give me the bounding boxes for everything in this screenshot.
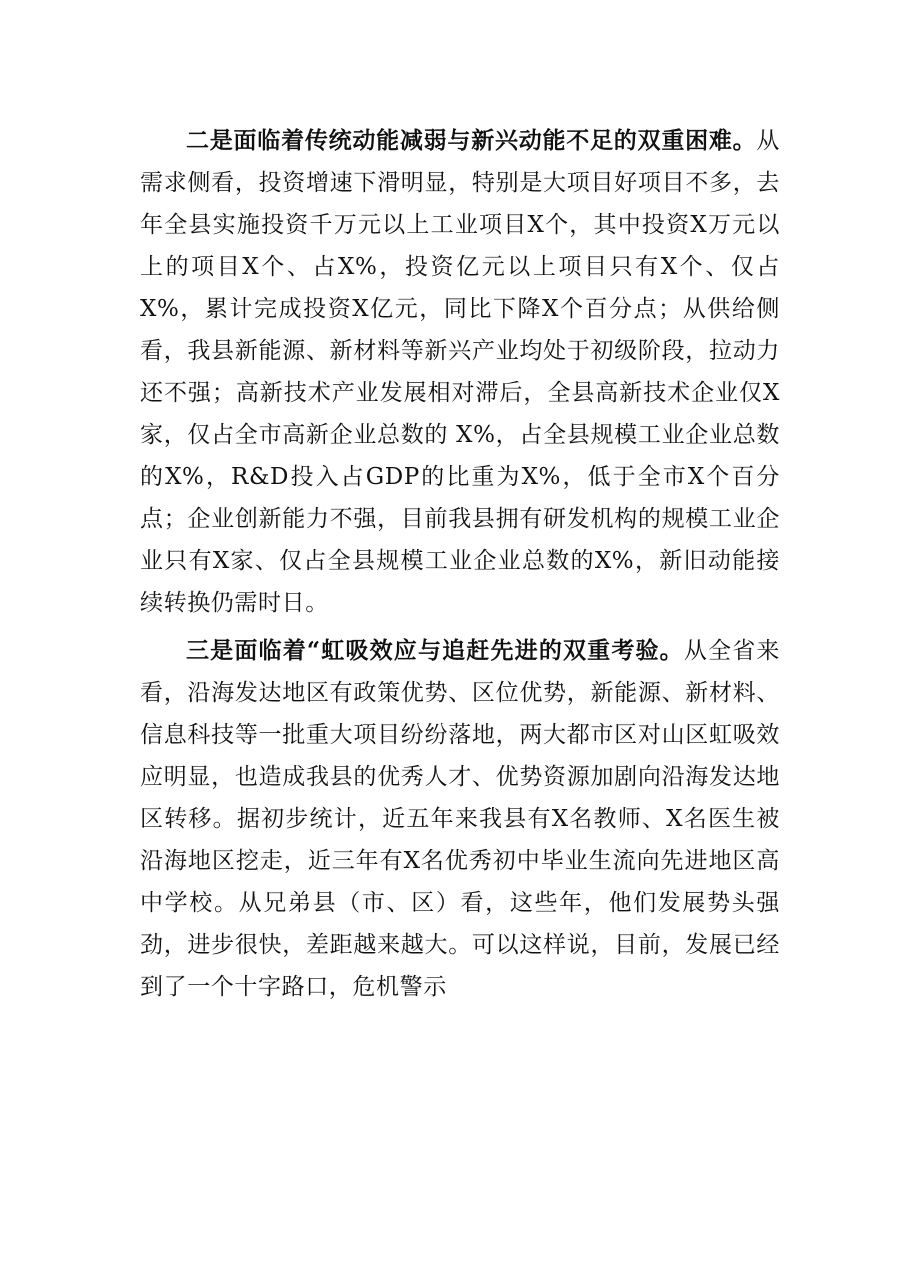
document-page <box>140 120 780 1008</box>
paragraph-heading: 三是面临着“虹吸效应与追赶先进的双重考验。 <box>186 637 684 664</box>
paragraph-heading: 二是面临着传统动能减弱与新兴动能不足的双重困难。 <box>186 127 757 154</box>
paragraph-dual-test <box>140 630 780 1008</box>
paragraph-body: 从需求侧看，投资增速下滑明显，特别是大项目好项目不多，去年全县实施投资千万元以上工业项目X个，其中投资X万元以上的项目X个、占X%，投资亿元以上项目只有X个、仅占X%，累计完成投资X亿元，同比下降X个百分点；从供给侧看，我县新能源、新材料等新兴产业均处于初级阶段，拉动力还不强；高新技术产业发展相对滞后，全县高新技术企业仅X家，仅占全市高新企业总数的 X%，占全县规模工业企业总数的X%，R&D投入占GDP的比重为X%，低于全市X个百分点；企业创新能力不强，目前我县拥有研发机构的规模工业企业只有X家、仅占全县规模工业企业总数的X%，新旧动能接续转换仍需时日。 <box>140 128 780 616</box>
paragraph-dual-difficulty <box>140 120 780 624</box>
paragraph-body: 从全省来看，沿海发达地区有政策优势、区位优势，新能源、新材料、信息科技等一批重大项目纷纷落地，两大都市区对山区虹吸效应明显，也造成我县的优秀人才、优势资源加剧向沿海发达地区转移。据初步统计，近五年来我县有X名教师、X名医生被沿海地区挖走，近三年有X名优秀初中毕业生流向先进地区高中学校。从兄弟县（市、区）看，这些年，他们发展势头强劲，进步很快，差距越来越大。可以这样说，目前，发展已经到了一个十字路口，危机警示 <box>140 638 780 1000</box>
